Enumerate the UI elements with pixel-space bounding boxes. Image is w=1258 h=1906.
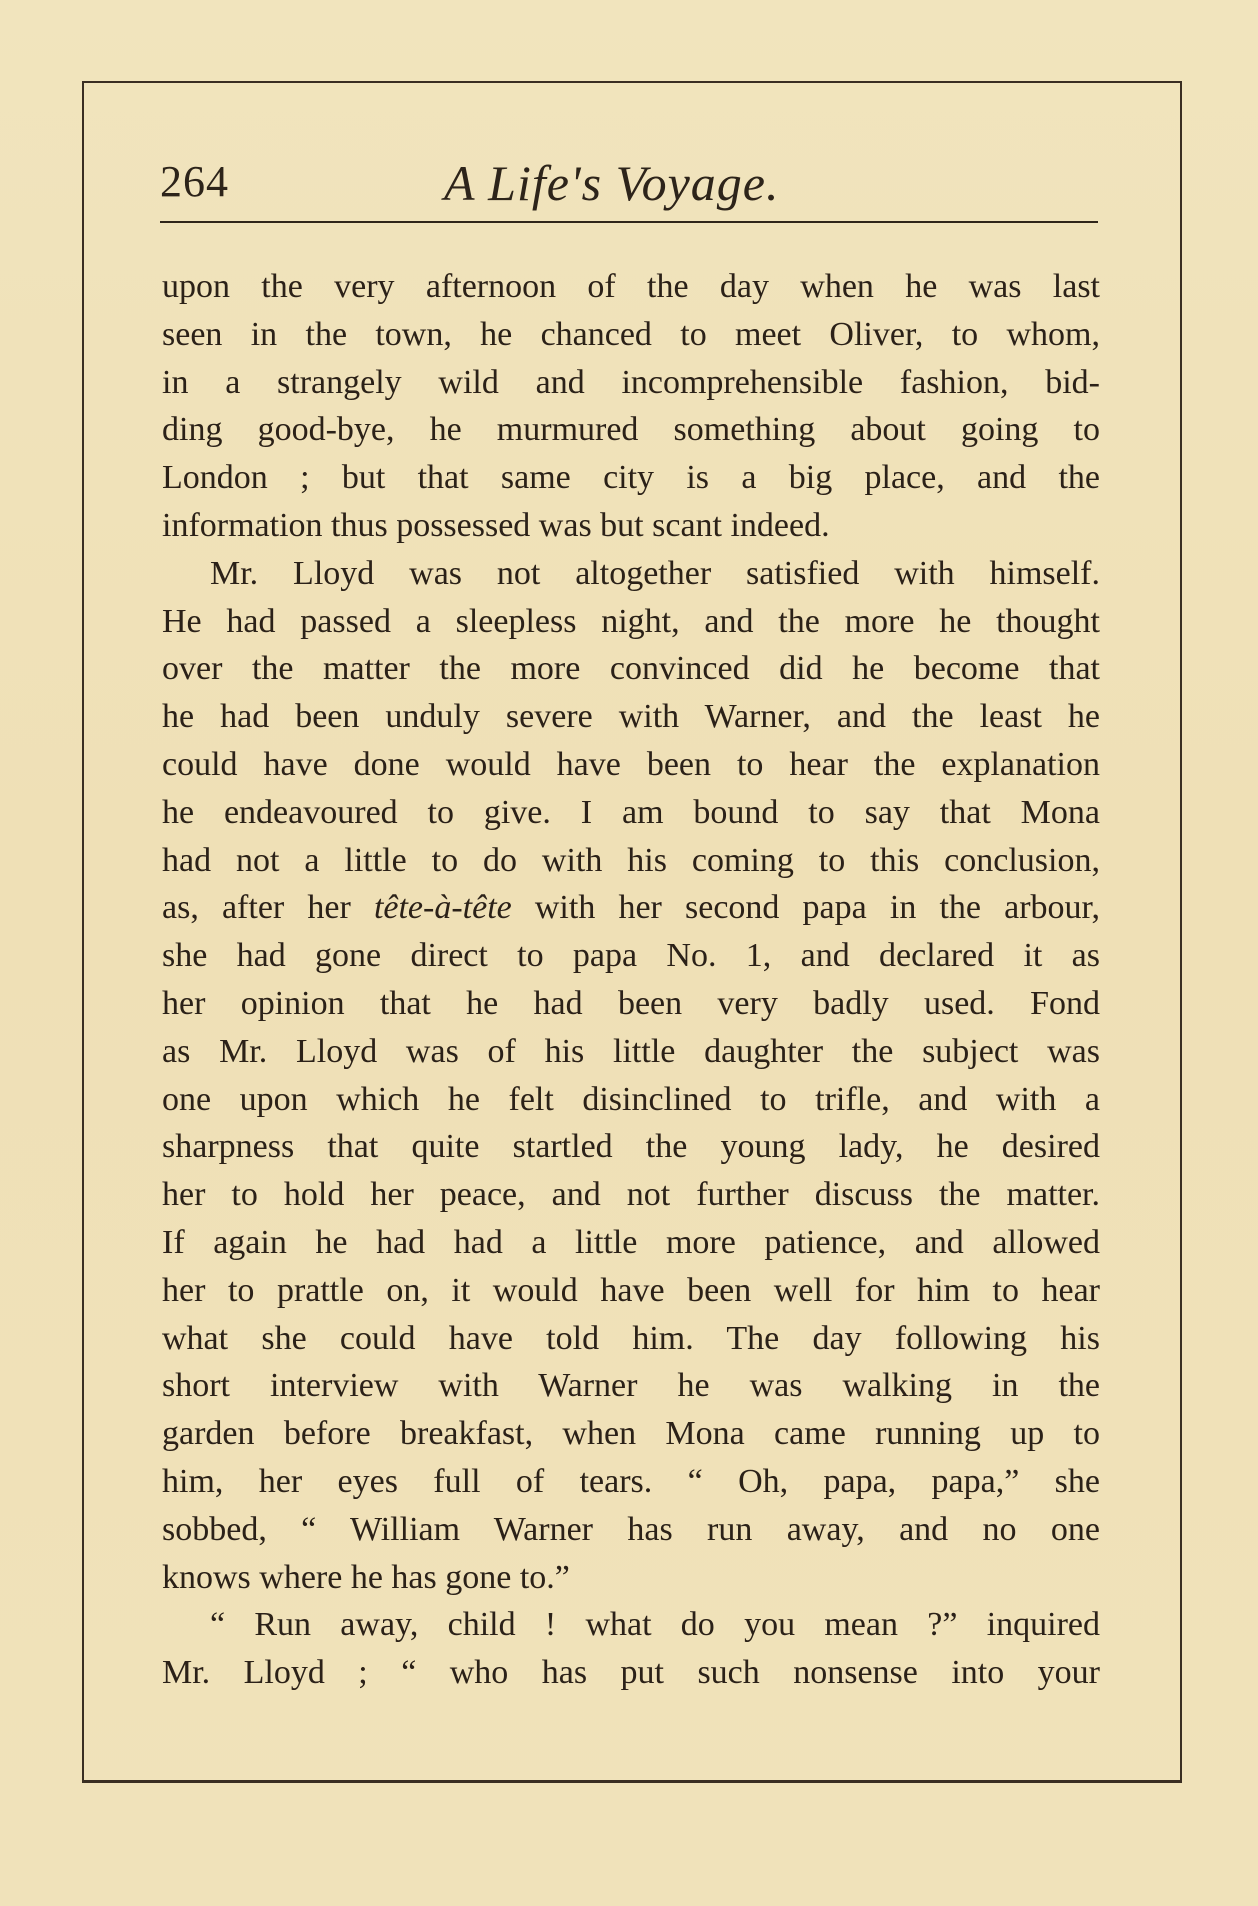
text-line: He had passed a sleepless night, and the more he thought xyxy=(162,602,1100,640)
page-header xyxy=(160,150,1100,220)
text-line: sharpness that quite startled the young lady, he desired xyxy=(162,1128,1100,1166)
page-number: 264 xyxy=(160,157,229,206)
text-line: Mr. Lloyd ; “ who has put such nonsense into your xyxy=(162,1654,1100,1692)
text-line: her to hold her peace, and not further discuss the matter. xyxy=(162,1176,1100,1214)
text-line: short interview with Warner he was walking in the xyxy=(162,1367,1100,1405)
text-line: upon the very afternoon of the day when he was last xyxy=(162,268,1100,305)
text-line: one upon which he felt disinclined to trifle, and with a xyxy=(162,1080,1100,1118)
header-rule xyxy=(160,221,1098,223)
text-line: could have done would have been to hear the explanation xyxy=(162,745,1100,783)
text-line: garden before breakfast, when Mona came running up to xyxy=(162,1415,1100,1453)
text-line: had not a little to do with his coming to this conclusion, xyxy=(162,841,1100,879)
text-line: what she could have told him. The day following his xyxy=(162,1319,1100,1357)
text-line: her opinion that he had been very badly used. Fond xyxy=(162,984,1100,1022)
text-segment: as, after her xyxy=(162,889,351,927)
text-line: he had been unduly severe with Warner, and the least he xyxy=(162,698,1100,736)
text-line: Mr. Lloyd was not altogether satisfied with himself. xyxy=(210,554,1100,592)
text-line: in a strangely wild and incomprehensible fashion, bid- xyxy=(162,363,1100,401)
text-line: sobbed, “ William Warner has run away, and no one xyxy=(162,1510,1100,1548)
text-segment: with her second papa in the arbour, xyxy=(534,889,1101,927)
text-line: over the matter the more convinced did he become that xyxy=(162,650,1100,688)
text-line: she had gone direct to papa No. 1, and declared it as xyxy=(162,937,1100,975)
text-line: he endeavoured to give. I am bound to say that Mona xyxy=(162,793,1100,831)
text-line: as Mr. Lloyd was of his little daughter the subject was xyxy=(162,1032,1100,1070)
text-line: her to prattle on, it would have been well for him to hear xyxy=(162,1271,1100,1309)
text-line: him, her eyes full of tears. “ Oh, papa, papa,” she xyxy=(162,1462,1100,1500)
text-line: information thus possessed was but scant indeed. xyxy=(162,506,830,544)
text-line: “ Run away, child ! what do you mean ?” inquired xyxy=(210,1606,1100,1644)
text-line: knows where he has gone to.” xyxy=(162,1558,570,1596)
text-line: seen in the town, he chanced to meet Oliver, to whom, xyxy=(162,315,1100,353)
running-title: A Life's Voyage. xyxy=(444,155,780,211)
text-line: If again he had had a little more patience, and allowed xyxy=(162,1223,1100,1261)
text-line-mixed xyxy=(162,884,1100,932)
italic-phrase: tête-à-tête xyxy=(373,889,512,927)
text-line: London ; but that same city is a big place, and the xyxy=(162,459,1100,497)
body-text xyxy=(162,263,1100,1697)
text-line: ding good-bye, he murmured something about going to xyxy=(162,411,1100,449)
